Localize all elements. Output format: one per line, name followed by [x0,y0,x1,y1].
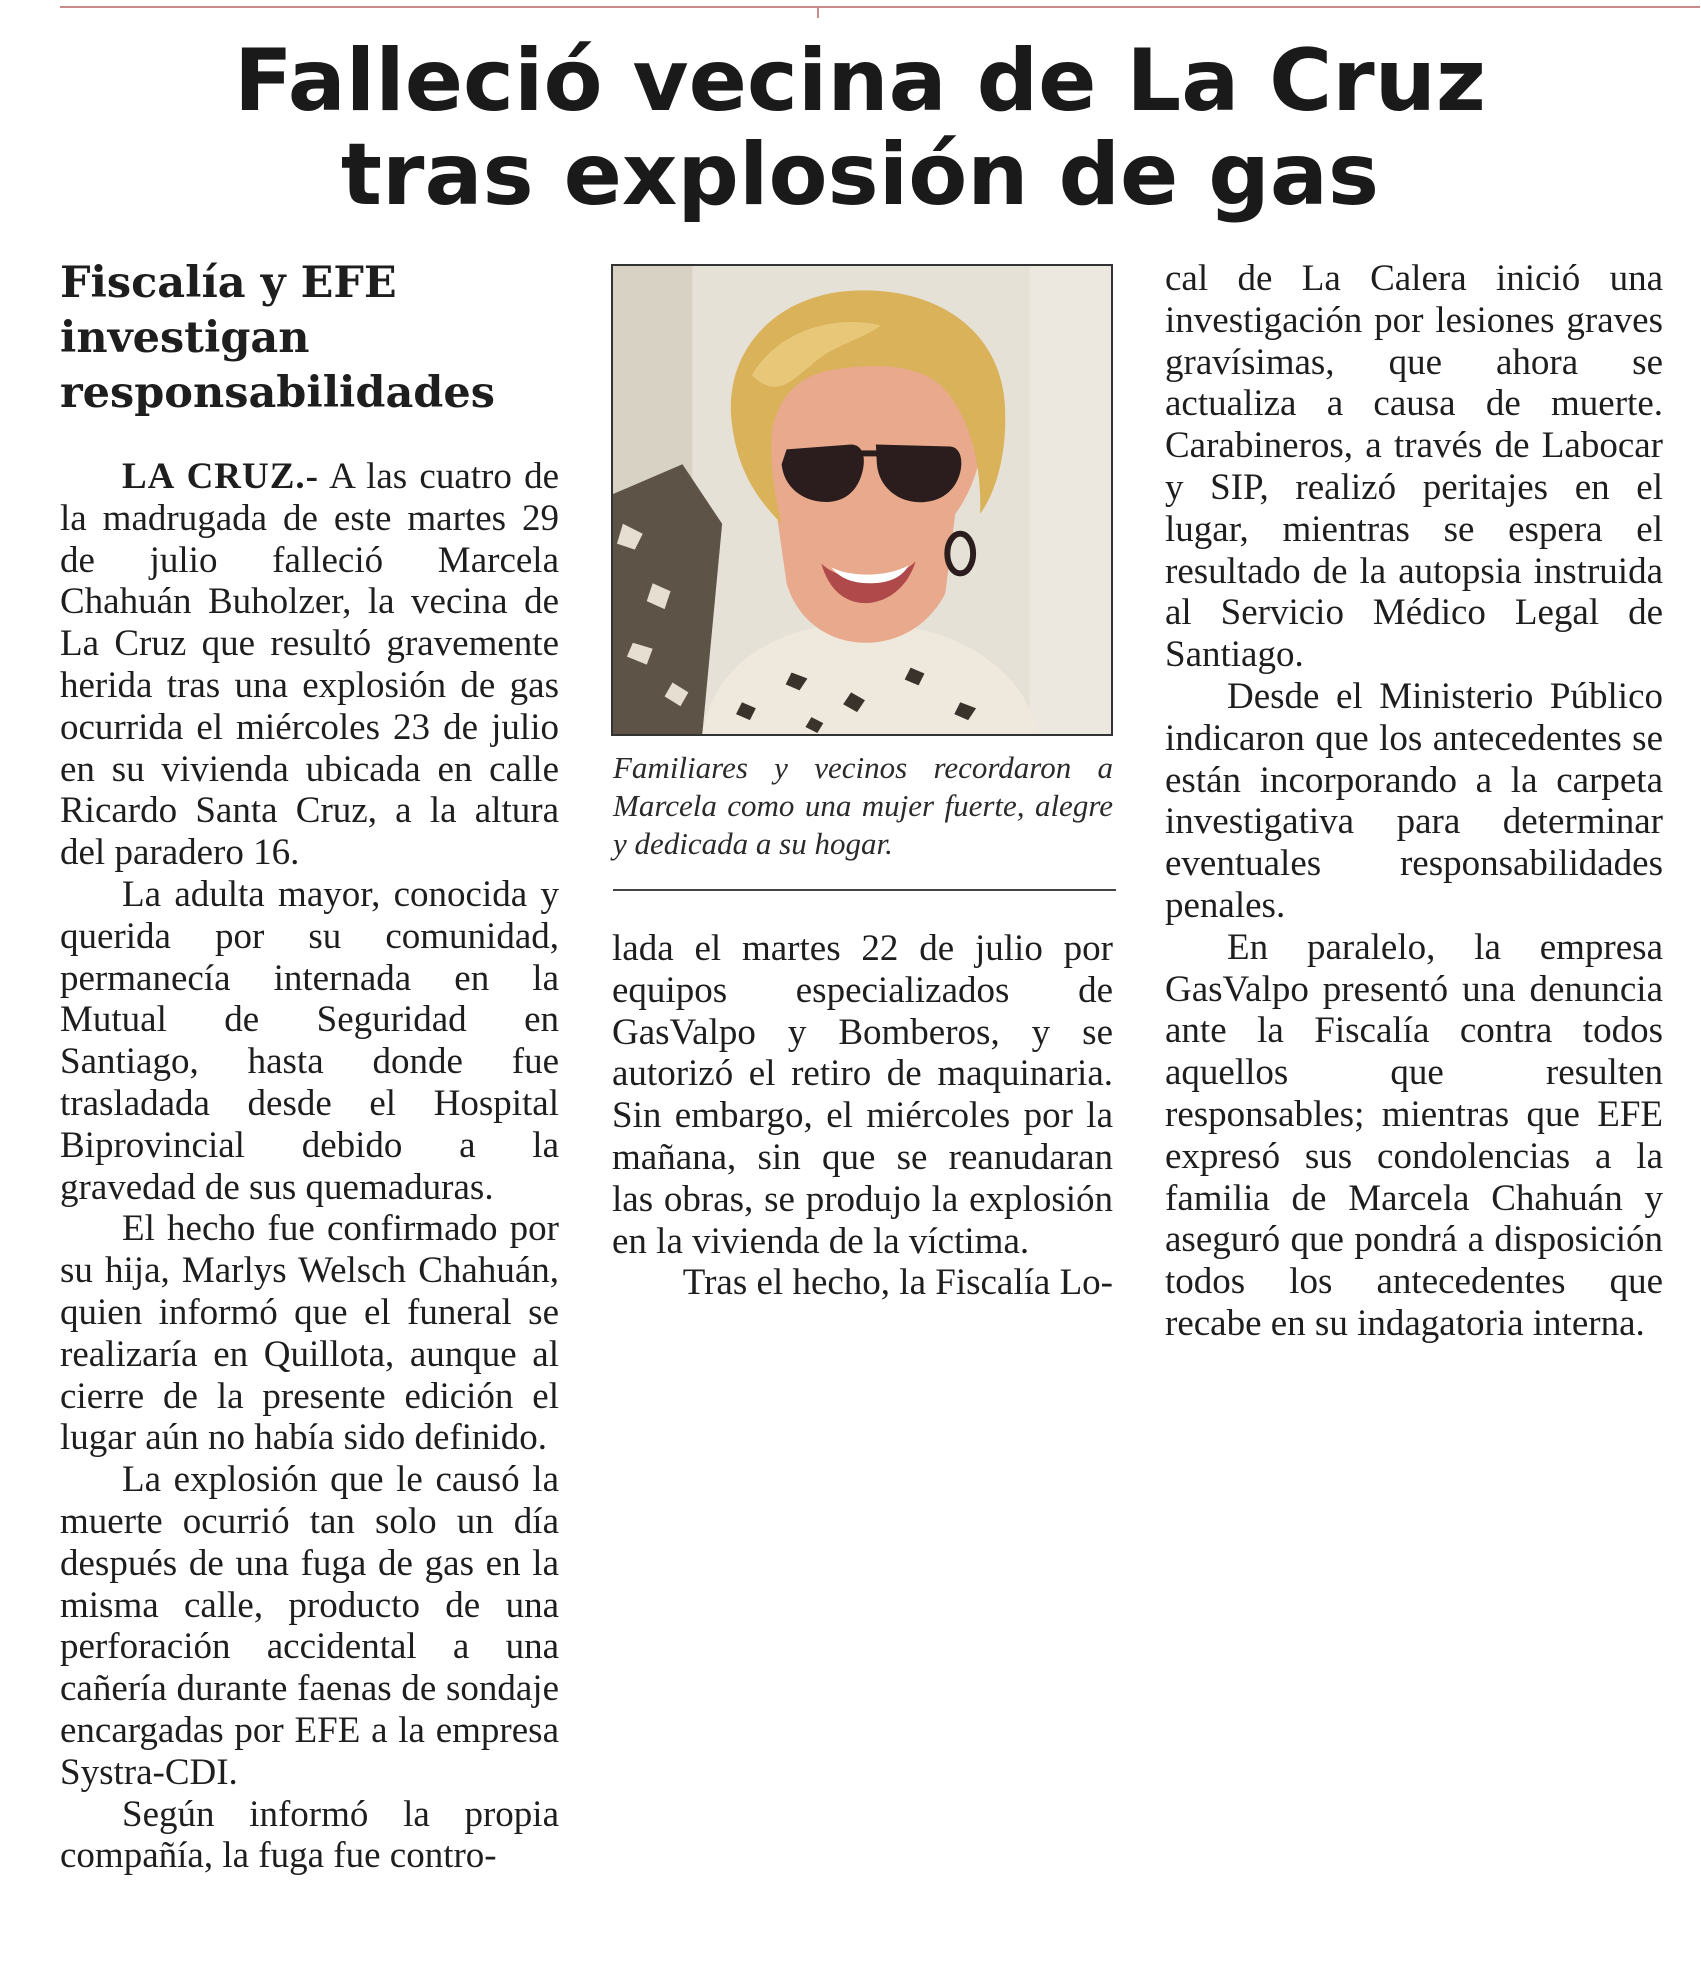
article-column-1 [60,456,559,1877]
article-column-2 [612,928,1113,1304]
headline [160,31,1560,225]
paragraph-3: El hecho fue confirmado por su hija, Marlys Welsch Chahuán, quien informó que el funeral se realizaría en Quillota, aunque al cierre de la presente edición el lugar aún no había sido definido. [60,1208,559,1459]
kicker-line-2: investigan [60,313,310,363]
paragraph-7: Tras el hecho, la Fiscalía Lo- [682,1262,1113,1304]
paragraph-10: En paralelo, la empresa GasValpo presentó una denuncia ante la Fiscalía contra todos aquellos que resulten responsables; mientras que EFE expresó sus condolencias a la familia de Marcela Chahuán y aseguró que pondrá a disposición todos los antecedentes que recabe en su indagatoria interna. [1165,926,1663,1344]
paragraph-4: La explosión que le causó la muerte ocurrió tan solo un día después de una fuga de gas en la misma calle, producto de una perforación accidental a una cañería durante faenas de sondaje encargadas por EFE a la empresa Systra-CDI. [60,1459,559,1793]
article-column-3 [1165,258,1663,1345]
headline-line-2: tras explosión de gas [340,125,1380,225]
paragraph-5: Según informó la propia compañía, la fuga fue contro- [60,1793,559,1877]
caption-divider [613,889,1116,891]
paragraph-6: lada el martes 22 de julio por equipos especializados de GasValpo y Bomberos, y se autorizó el retiro de maquinaria. Sin embargo, el miércoles por la mañana, sin que se reanudaran las obras, se produjo la explosión en la vivienda de la víctima. [612,928,1113,1262]
kicker-line-1: Fiscalía y EFE [60,258,397,308]
kicker [60,256,580,421]
dateline: LA CRUZ.- [122,456,319,497]
paragraph-1-text: A las cuatro de la madrugada de este martes 29 de julio falleció Marcela Chahuán Buholzer, la vecina de La Cruz que resultó gravemente herida tras una explosión de gas ocurrida el miércoles 23 de julio en su vivienda ubicada en calle Ricardo Santa Cruz, a la altura del paradero 16. [60,456,559,874]
portrait-photo [611,264,1113,736]
portrait-photo-illustration [613,266,1111,734]
paragraph-2: La adulta mayor, conocida y querida por su comunidad, permanecía internada en la Mutual de Seguridad en Santiago, hasta donde fue trasladada desde el Hospital Biprovincial debido a la gravedad de sus quemaduras. [60,873,559,1208]
paragraph-1 [60,456,559,874]
top-rule [60,6,1700,8]
top-rule-tick [817,8,819,18]
paragraph-9: Desde el Ministerio Público indicaron que los antecedentes se están incorporando a la carpeta investigativa para determinar eventuales responsabilidades penales. [1165,675,1663,926]
photo-caption: Familiares y vecinos recordaron a Marcela como una mujer fuerte, alegre y dedicada a su hogar. [613,750,1113,861]
kicker-line-3: responsabilidades [60,368,495,418]
headline-line-1: Falleció vecina de La Cruz [234,31,1486,131]
paragraph-8: cal de La Calera inició una investigación por lesiones graves gravísimas, que ahora se actualiza a causa de muerte. Carabineros, a través de Labocar y SIP, realizó peritajes en el lugar, mientras se espera el resultado de la autopsia instruida al Servicio Médico Legal de Santiago. [1165,258,1663,676]
